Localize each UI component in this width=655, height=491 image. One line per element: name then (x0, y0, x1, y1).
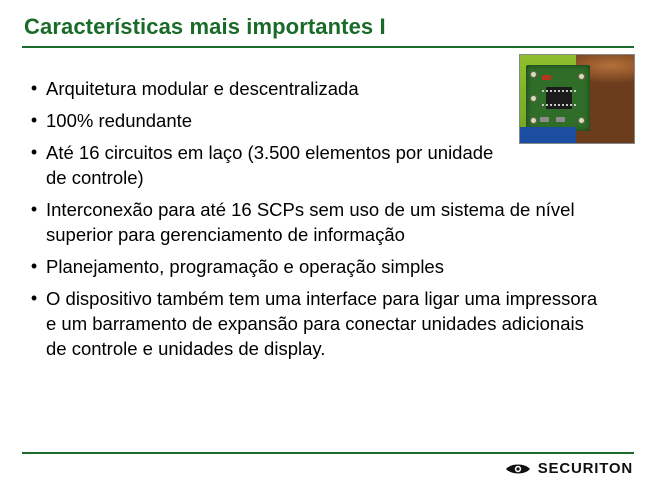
list-item-text: Até 16 circuitos em laço (3.500 elementos por unidade de controle) (46, 142, 494, 188)
list-item-text: O dispositivo também tem uma interface para ligar uma impressora e um barramento de expansão para conectar unidades adicionais de controle e unidades de display. (46, 288, 598, 359)
list-item-text: 100% redundante (46, 110, 193, 131)
bullet-marker-icon: • (30, 256, 38, 276)
bullet-marker-icon: • (30, 110, 38, 130)
footer-logo (505, 460, 633, 477)
footer-divider (22, 452, 634, 454)
list-item (22, 76, 622, 101)
list-item-text: Interconexão para até 16 SCPs sem uso de um sistema de nível superior para gerenciamento de informação (46, 199, 575, 245)
list-item-text: Planejamento, programação e operação simples (46, 256, 444, 277)
bullet-marker-icon: • (30, 78, 38, 98)
list-item (22, 197, 622, 247)
list-item (22, 108, 622, 133)
page-title: Características mais importantes I (24, 14, 386, 39)
brand-name: SECURITON (537, 460, 633, 477)
bullet-marker-icon: • (30, 288, 38, 308)
bullet-marker-icon: • (30, 199, 38, 219)
bullet-list (22, 76, 622, 368)
list-item (22, 254, 622, 279)
list-item (22, 286, 622, 361)
bullet-marker-icon: • (30, 142, 38, 162)
title-divider (22, 46, 634, 48)
eye-icon (505, 462, 531, 476)
list-item (22, 140, 622, 190)
list-item-text: Arquitetura modular e descentralizada (46, 78, 359, 99)
